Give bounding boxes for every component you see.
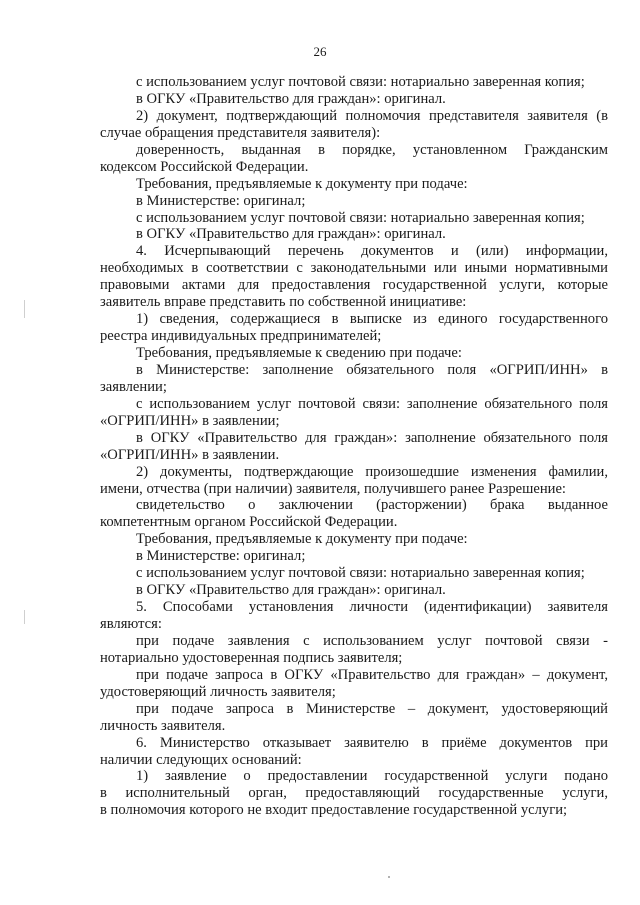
- scan-edge-mark: [24, 610, 25, 624]
- text-line: «ОГРИП/ИНН» в заявлении;: [100, 412, 280, 429]
- text-line: имени, отчества (при наличии) заявителя, получившего ранее Разрешение:: [100, 480, 566, 497]
- text-line: 1) заявление о предоставлении государственной услуги подано: [136, 768, 608, 785]
- text-line: заявитель вправе представить по собственной инициативе:: [100, 294, 467, 311]
- text-line: в Министерстве: оригинал;: [136, 192, 306, 209]
- text-line: в ОГКУ «Правительство для граждан»: оригинал.: [136, 226, 446, 243]
- text-line: в исполнительный орган, предоставляющий государственные услуги,: [100, 785, 608, 802]
- text-line: при подаче запроса в Министерстве – документ, удостоверяющий: [136, 700, 608, 717]
- text-line: в Министерстве: заполнение обязательного поля «ОГРИП/ИНН» в: [136, 361, 608, 378]
- text-line: нотариально удостоверенная подпись заявителя;: [100, 649, 403, 666]
- text-line: с использованием услуг почтовой связи: нотариально заверенная копия;: [136, 565, 585, 582]
- text-line: 1) сведения, содержащиеся в выписке из единого государственного: [136, 311, 608, 328]
- text-line: являются:: [100, 616, 162, 632]
- text-line: удостоверяющий личность заявителя;: [100, 683, 336, 700]
- text-line: 4. Исчерпывающий перечень документов и (или) информации,: [136, 243, 608, 260]
- text-line: реестра индивидуальных предпринимателей;: [100, 328, 382, 345]
- text-line: «ОГРИП/ИНН» в заявлении.: [100, 446, 280, 463]
- text-line: при подаче заявления с использованием услуг почтовой связи -: [136, 632, 608, 649]
- text-line: с использованием услуг почтовой связи: нотариально заверенная копия;: [136, 74, 585, 90]
- scan-edge-mark: [24, 300, 25, 318]
- text-line: случае обращения представителя заявителя):: [100, 124, 381, 141]
- text-line: в ОГКУ «Правительство для граждан»: оригинал.: [136, 582, 446, 599]
- text-line: 6. Министерство отказывает заявителю в приёме документов при: [136, 734, 608, 751]
- text-line: свидетельство о заключении (расторжении) брака выданное: [136, 497, 608, 514]
- text-line: с использованием услуг почтовой связи: нотариально заверенная копия;: [136, 209, 585, 226]
- text-line: в Министерстве: оригинал;: [136, 548, 306, 565]
- text-line: 5. Способами установления личности (идентификации) заявителя: [136, 599, 608, 616]
- text-line: 2) документ, подтверждающий полномочия представителя заявителя (в: [136, 107, 608, 124]
- text-line: в полномочия которого не входит предоставление государственной услуги;: [100, 802, 568, 819]
- text-line: кодексом Российской Федерации.: [100, 158, 309, 175]
- text-line: в ОГКУ «Правительство для граждан»: оригинал.: [136, 90, 446, 107]
- text-line: Требования, предъявляемые к сведению при подаче:: [136, 345, 462, 361]
- text-line: необходимых в соответствии с законодательными или иными нормативными: [100, 260, 608, 277]
- text-line: Требования, предъявляемые к документу при подаче:: [136, 531, 468, 548]
- text-line: Требования, предъявляемые к документу при подаче:: [136, 175, 468, 192]
- page-number: 26: [313, 44, 327, 59]
- text-line: с использованием услуг почтовой связи: заполнение обязательного поля: [136, 395, 608, 412]
- document-body: [100, 74, 608, 819]
- text-line: доверенность, выданная в порядке, установленном Гражданским: [136, 141, 608, 158]
- text-line: правовыми актами для предоставления государственной услуги, которые: [100, 277, 608, 294]
- text-line: в ОГКУ «Правительство для граждан»: заполнение обязательного поля: [136, 429, 608, 446]
- scan-speck: [388, 876, 390, 878]
- text-line: наличии следующих оснований:: [100, 751, 302, 768]
- text-line: компетентным органом Российской Федерации.: [100, 514, 398, 531]
- text-line: при подаче запроса в ОГКУ «Правительство для граждан» – документ,: [136, 666, 608, 683]
- text-line: заявлении;: [100, 378, 167, 395]
- text-line: 2) документы, подтверждающие произошедшие изменения фамилии,: [136, 463, 608, 480]
- text-line: личность заявителя.: [100, 717, 226, 734]
